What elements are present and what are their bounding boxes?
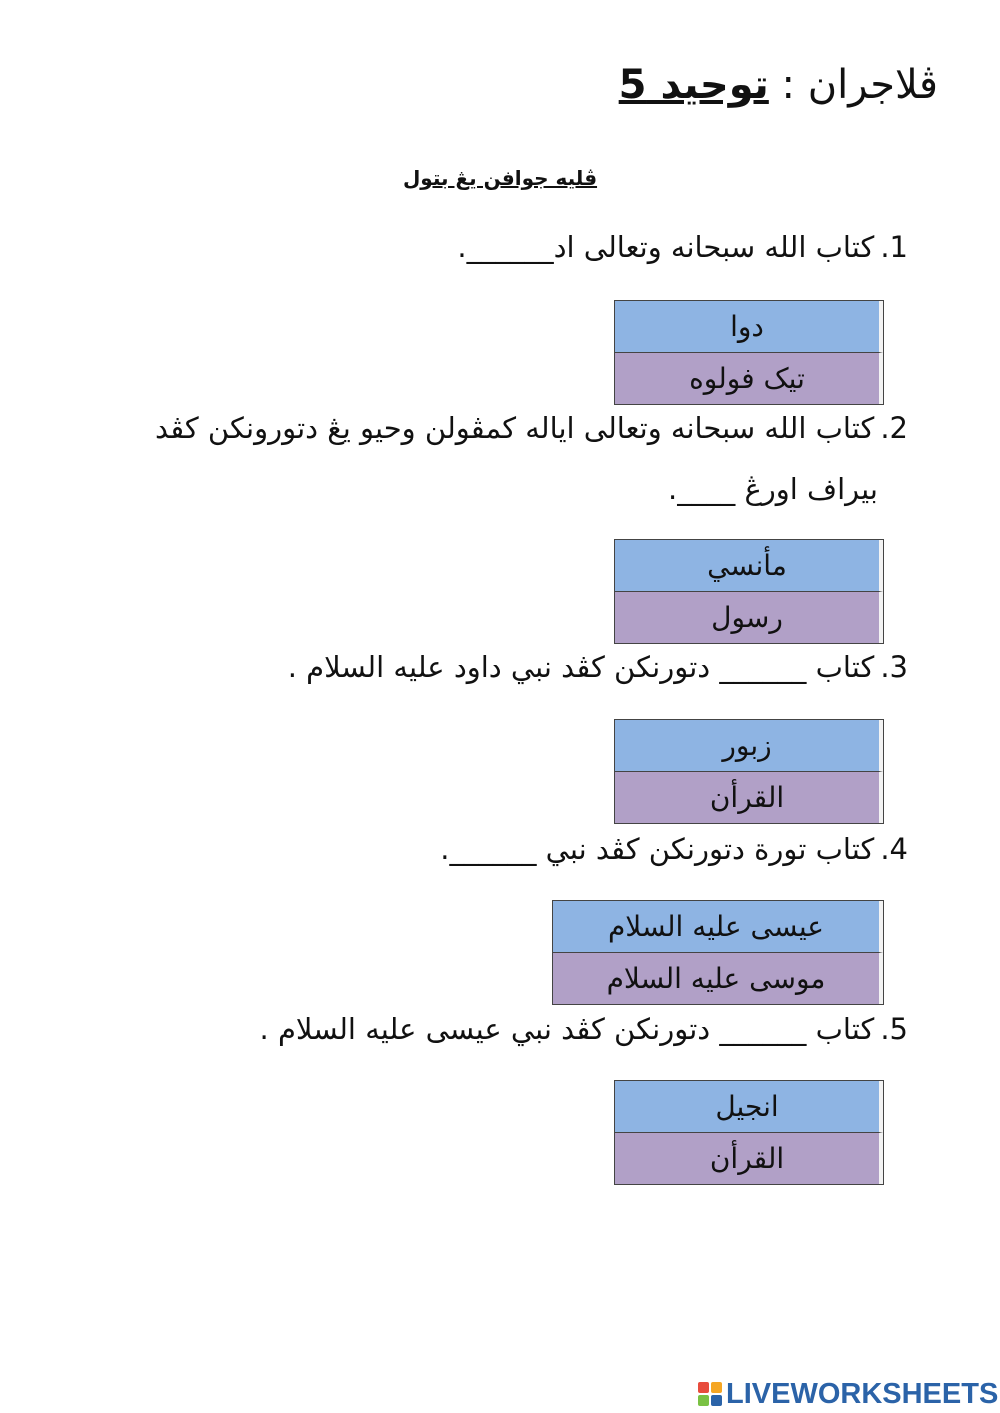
option-b[interactable]: موسى عليه السلام: [553, 953, 883, 1004]
option-b[interactable]: القرأن: [615, 1133, 883, 1184]
question-5: [260, 1012, 908, 1046]
question-text: بيراف اورڠ ____.: [668, 472, 878, 506]
liveworksheets-logo: [698, 1378, 998, 1410]
option-a[interactable]: مأنسي: [615, 540, 883, 592]
page-title: [619, 62, 938, 108]
question-text: كتاب ______ دتورنكن كڤد نبي عيسى عليه السلام .: [259, 1012, 875, 1046]
brand-name: LIVEWORKSHEETS: [726, 1377, 999, 1410]
question-number: 4.: [880, 832, 908, 866]
question-text: كتاب الله سبحانه وتعالى اد______.: [457, 230, 875, 264]
question-2: [155, 411, 908, 445]
question-4: [440, 832, 908, 866]
option-b[interactable]: رسول: [615, 592, 883, 643]
option-a[interactable]: انجيل: [615, 1081, 883, 1133]
question-text: كتاب الله سبحانه وتعالى اياله كمڤولن وحيو يڠ دتورونكن كڤد: [155, 411, 875, 445]
option-a[interactable]: عيسى عليه السلام: [553, 901, 883, 953]
option-b[interactable]: تيک فولوه: [615, 353, 883, 404]
question-2-line-2: [668, 472, 878, 506]
options-4: [552, 900, 884, 1005]
title-prefix: ڤلاجران :: [781, 62, 938, 108]
logo-square-2: [711, 1382, 722, 1393]
option-a[interactable]: زبور: [615, 720, 883, 772]
question-number: 5.: [880, 1012, 908, 1046]
option-a[interactable]: دوا: [615, 301, 883, 353]
logo-square-1: [698, 1382, 709, 1393]
instruction: ڤليه جوافن يڠ بتول: [402, 166, 598, 190]
question-number: 3.: [880, 650, 908, 684]
logo-square-3: [698, 1395, 709, 1406]
question-1: [457, 230, 908, 264]
option-b[interactable]: القرأن: [615, 772, 883, 823]
title-subject: توحيد 5: [618, 62, 769, 108]
options-5: [614, 1080, 884, 1185]
question-number: 2.: [880, 411, 908, 445]
question-number: 1.: [880, 230, 908, 264]
options-3: [614, 719, 884, 824]
question-text: كتاب ______ دتورنكن كڤد نبي داود عليه السلام .: [287, 650, 875, 684]
question-text: كتاب تورة دتورنكن كڤد نبي ______.: [440, 832, 875, 866]
logo-square-4: [711, 1395, 722, 1406]
options-2: [614, 539, 884, 644]
logo-icon: [698, 1382, 722, 1406]
question-3: [288, 650, 908, 684]
options-1: [614, 300, 884, 405]
